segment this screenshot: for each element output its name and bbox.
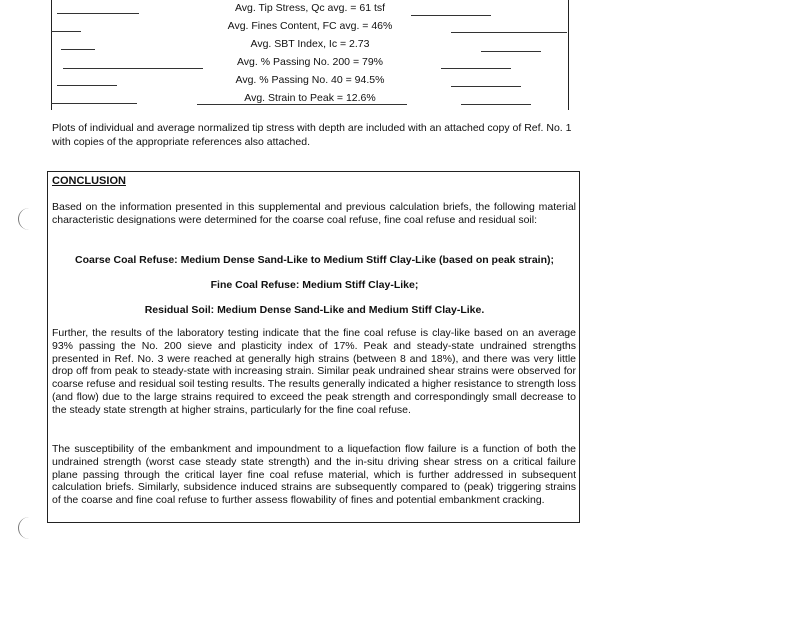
summary-row-fines-content	[51, 19, 569, 36]
designation-coarse-coal-refuse: Coarse Coal Refuse: Medium Dense Sand-Like to Medium Stiff Clay-Like (based on peak strain);	[74, 254, 554, 266]
summary-row-text: Avg. Tip Stress, Qc avg. = 61 tsf	[234, 2, 386, 14]
summary-row-passing-200	[51, 55, 569, 72]
summary-row-text: Avg. % Passing No. 200 = 79%	[236, 56, 384, 68]
summary-row-text: Avg. Strain to Peak = 12.6%	[244, 92, 376, 104]
summary-row-text: Avg. Fines Content, FC avg. = 46%	[227, 20, 393, 32]
summary-row-tip-stress	[51, 1, 569, 18]
summary-row-text: Avg. % Passing No. 40 = 94.5%	[235, 74, 385, 86]
summary-table	[51, 0, 569, 110]
conclusion-section	[47, 171, 580, 523]
punch-hole-mark-top	[18, 208, 31, 230]
summary-row-text: Avg. SBT Index, Ic = 2.73	[250, 38, 370, 50]
conclusion-heading: CONCLUSION	[52, 175, 126, 187]
summary-row-passing-40	[51, 73, 569, 90]
plots-note-paragraph: Plots of individual and average normalized tip stress with depth are included with an attached copy of Ref. No. 1 with copies of the appropriate references also attached.	[52, 122, 572, 148]
conclusion-intro-paragraph: Based on the information presented in this supplemental and previous calculation briefs, the following material characteristic designations were determined for the coarse coal refuse, fine coal refuse and residual soil:	[52, 201, 576, 226]
punch-hole-mark-bottom	[18, 517, 31, 539]
laboratory-results-paragraph: Further, the results of the laboratory testing indicate that the fine coal refuse is clay-like based on an average 93% passing the No. 200 sieve and plasticity index of 17%. Peak and steady-state undrained strengths presented in Ref. No. 3 were reached at generally high strains (between 8 and 18%), and there was very little drop off from peak to steady-state with increasing strain. Similar peak undrained shear strains were observed for coarse refuse and residual soil testing results. The results generally indicated a higher resistance to strength loss (and flow) due to the large strains required to exceed the peak strength and correspondingly small decrease to the steady state strength at higher strains, particularly for the fine coal refuse.	[52, 327, 576, 416]
susceptibility-paragraph: The susceptibility of the embankment and impoundment to a liquefaction flow failure is a function of both the undrained strength (worst case steady state strength) and the in-situ driving shear stress on a critical failure plane passing through the critical layer fine coal refuse material, which is further addressed in subsequent calculation briefs. Similarly, subsidence induced strains are subsequently compared to (peak) triggering strains of the coarse and fine coal refuse to further assess flowability of fines and potential embankment cracking.	[52, 443, 576, 507]
summary-row-sbt-index	[51, 37, 569, 54]
designation-fine-coal-refuse: Fine Coal Refuse: Medium Stiff Clay-Like;	[210, 279, 419, 291]
designation-residual-soil: Residual Soil: Medium Dense Sand-Like and Medium Stiff Clay-Like.	[144, 304, 485, 316]
summary-row-strain-to-peak	[51, 91, 569, 108]
